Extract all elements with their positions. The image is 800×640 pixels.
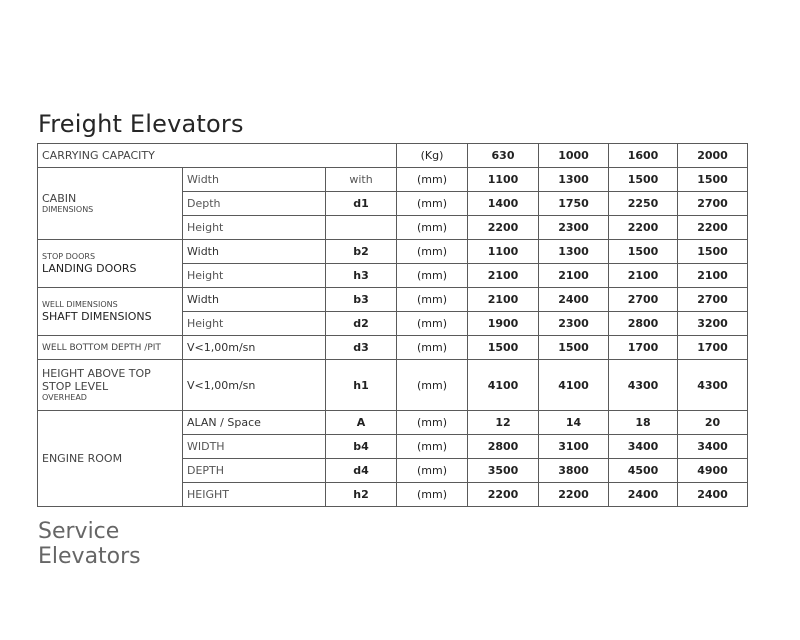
unit-cell: (mm) — [397, 168, 468, 192]
table-row — [38, 240, 748, 264]
param-cell: Height — [183, 216, 326, 240]
symbol-cell — [326, 216, 397, 240]
value-cell: 2400 — [539, 288, 609, 312]
value-cell: 2100 — [468, 264, 539, 288]
value-cell: 1500 — [678, 168, 748, 192]
unit-cell: (mm) — [397, 483, 468, 507]
unit-cell: (mm) — [397, 264, 468, 288]
unit-cell: (mm) — [397, 435, 468, 459]
symbol-cell: with — [326, 168, 397, 192]
value-cell: 4100 — [539, 360, 609, 411]
cabin-label-line1: CABIN — [42, 192, 77, 205]
value-cell: 2700 — [678, 192, 748, 216]
freight-spec-table — [37, 143, 748, 507]
unit-cell: (mm) — [397, 192, 468, 216]
value-cell: 1300 — [539, 240, 609, 264]
value-cell: 2400 — [678, 483, 748, 507]
value-cell: 2300 — [539, 216, 609, 240]
symbol-cell: b4 — [326, 435, 397, 459]
value-cell: 1700 — [678, 336, 748, 360]
capacity-value: 1000 — [539, 144, 609, 168]
doors-label-line1: STOP DOORS — [42, 252, 96, 261]
value-cell: 1100 — [468, 240, 539, 264]
value-cell: 12 — [468, 411, 539, 435]
value-cell: 1500 — [609, 168, 678, 192]
page-title: Freight Elevators — [38, 110, 244, 138]
table-row — [38, 168, 748, 192]
unit-cell: (mm) — [397, 312, 468, 336]
param-cell: Height — [183, 264, 326, 288]
symbol-cell: b2 — [326, 240, 397, 264]
table-row — [38, 360, 748, 411]
value-cell: 1100 — [468, 168, 539, 192]
value-cell: 1700 — [609, 336, 678, 360]
value-cell: 2200 — [678, 216, 748, 240]
next-section-heading — [38, 513, 228, 569]
unit-cell: (mm) — [397, 411, 468, 435]
value-cell: 3200 — [678, 312, 748, 336]
value-cell: 2400 — [609, 483, 678, 507]
value-cell: 4300 — [678, 360, 748, 411]
overhead-label-line2: STOP LEVEL — [42, 380, 109, 393]
value-cell: 18 — [609, 411, 678, 435]
symbol-cell: h3 — [326, 264, 397, 288]
value-cell: 2200 — [468, 216, 539, 240]
capacity-label: CARRYING CAPACITY — [38, 144, 397, 168]
value-cell: 3100 — [539, 435, 609, 459]
param-cell: Height — [183, 312, 326, 336]
param-cell: DEPTH — [183, 459, 326, 483]
value-cell: 14 — [539, 411, 609, 435]
capacity-value: 2000 — [678, 144, 748, 168]
symbol-cell: d1 — [326, 192, 397, 216]
symbol-cell: d2 — [326, 312, 397, 336]
pit-label: WELL BOTTOM DEPTH /PIT — [38, 336, 183, 360]
table-row — [38, 336, 748, 360]
value-cell: 20 — [678, 411, 748, 435]
unit-cell: (mm) — [397, 336, 468, 360]
capacity-value: 630 — [468, 144, 539, 168]
value-cell: 2100 — [609, 264, 678, 288]
value-cell: 1300 — [539, 168, 609, 192]
table-row — [38, 411, 748, 435]
overhead-label — [38, 360, 183, 411]
well-label-line1: WELL DIMENSIONS — [42, 300, 118, 309]
value-cell: 1900 — [468, 312, 539, 336]
value-cell: 2300 — [539, 312, 609, 336]
symbol-cell: A — [326, 411, 397, 435]
value-cell: 2800 — [468, 435, 539, 459]
value-cell: 2700 — [609, 288, 678, 312]
doors-label-line2: LANDING DOORS — [42, 262, 137, 275]
symbol-cell: d4 — [326, 459, 397, 483]
overhead-label-line3: OVERHEAD — [42, 393, 87, 402]
value-cell: 1500 — [468, 336, 539, 360]
value-cell: 2200 — [609, 216, 678, 240]
value-cell: 2800 — [609, 312, 678, 336]
param-cell: Width — [183, 240, 326, 264]
value-cell: 2100 — [468, 288, 539, 312]
param-cell: HEIGHT — [183, 483, 326, 507]
engine-label: ENGINE ROOM — [38, 411, 183, 507]
symbol-cell: h1 — [326, 360, 397, 411]
value-cell: 1750 — [539, 192, 609, 216]
value-cell: 3800 — [539, 459, 609, 483]
unit-cell: (mm) — [397, 288, 468, 312]
value-cell: 2100 — [539, 264, 609, 288]
capacity-value: 1600 — [609, 144, 678, 168]
well-label-line2: SHAFT DIMENSIONS — [42, 310, 152, 323]
value-cell: 2200 — [468, 483, 539, 507]
value-cell: 1500 — [609, 240, 678, 264]
cabin-label — [38, 168, 183, 240]
symbol-cell: d3 — [326, 336, 397, 360]
unit-cell: (Kg) — [397, 144, 468, 168]
value-cell: 2250 — [609, 192, 678, 216]
param-cell: Depth — [183, 192, 326, 216]
value-cell: 4500 — [609, 459, 678, 483]
param-cell: Width — [183, 288, 326, 312]
value-cell: 1500 — [539, 336, 609, 360]
param-cell: WIDTH — [183, 435, 326, 459]
value-cell: 4300 — [609, 360, 678, 411]
symbol-cell: h2 — [326, 483, 397, 507]
well-label — [38, 288, 183, 336]
table-row — [38, 288, 748, 312]
value-cell: 2100 — [678, 264, 748, 288]
value-cell: 1400 — [468, 192, 539, 216]
cabin-label-line2: DIMENSIONS — [42, 205, 94, 214]
unit-cell: (mm) — [397, 240, 468, 264]
value-cell: 2200 — [539, 483, 609, 507]
param-cell: ALAN / Space — [183, 411, 326, 435]
value-cell: 4900 — [678, 459, 748, 483]
param-cell: V<1,00m/sn — [183, 336, 326, 360]
value-cell: 3400 — [678, 435, 748, 459]
table-row-capacity — [38, 144, 748, 168]
next-section-heading-text: Service Elevators — [38, 519, 141, 569]
unit-cell: (mm) — [397, 360, 468, 411]
overhead-label-line1: HEIGHT ABOVE TOP — [42, 367, 151, 380]
param-cell: V<1,00m/sn — [183, 360, 326, 411]
unit-cell: (mm) — [397, 216, 468, 240]
param-cell: Width — [183, 168, 326, 192]
value-cell: 4100 — [468, 360, 539, 411]
unit-cell: (mm) — [397, 459, 468, 483]
value-cell: 3500 — [468, 459, 539, 483]
value-cell: 1500 — [678, 240, 748, 264]
value-cell: 2700 — [678, 288, 748, 312]
symbol-cell: b3 — [326, 288, 397, 312]
value-cell: 3400 — [609, 435, 678, 459]
doors-label — [38, 240, 183, 288]
